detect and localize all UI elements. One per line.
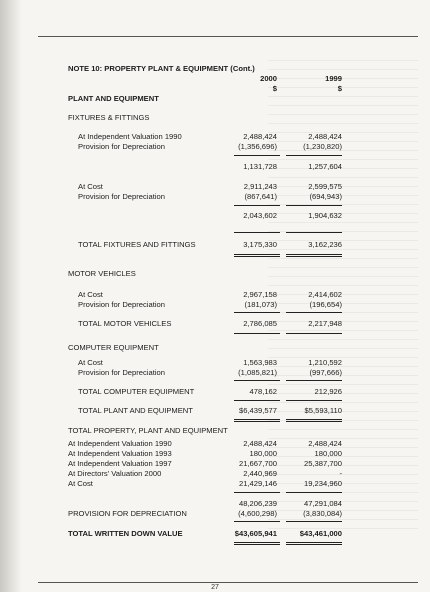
value-2000: 2,440,969	[243, 469, 277, 478]
total-rule	[234, 232, 280, 233]
subtotal-rule	[286, 492, 342, 493]
table-row	[0, 141, 430, 152]
value-2000: $43,605,941	[234, 529, 277, 538]
total-rule	[234, 333, 280, 334]
row-label: Provision for Depreciation	[78, 368, 165, 377]
plant-total-row	[0, 405, 430, 416]
total-row	[0, 386, 430, 397]
total-rule	[286, 380, 342, 381]
value-1999: 1,210,592	[308, 358, 342, 367]
value-1999: 2,414,602	[308, 290, 342, 299]
total-rule	[234, 312, 280, 313]
page-number: 27	[211, 584, 219, 591]
subtotal-rule	[286, 155, 342, 156]
row-label: Provision for Depreciation	[78, 192, 165, 201]
motor-heading: MOTOR VEHICLES	[68, 269, 136, 278]
value-1999: 1,904,632	[308, 211, 342, 220]
value-1999: -	[339, 469, 342, 478]
row-label: Provision for Depreciation	[78, 142, 165, 151]
total-rule	[234, 380, 280, 381]
double-rule	[286, 421, 342, 422]
ppe-heading-row	[0, 425, 430, 436]
top-rule	[38, 36, 418, 37]
value-1999: (997,666)	[309, 368, 342, 377]
double-rule	[234, 544, 280, 545]
fixtures-heading-row	[0, 112, 430, 123]
total-rule	[234, 400, 280, 401]
double-rule	[286, 256, 342, 257]
total-row	[0, 239, 430, 250]
section-title: PLANT AND EQUIPMENT	[68, 94, 159, 103]
total-rule	[286, 400, 342, 401]
currency-1999: $	[337, 84, 342, 93]
subtotal-row	[0, 161, 430, 172]
double-rule	[234, 419, 280, 420]
section-title-row	[0, 93, 430, 104]
subtotal-rule	[234, 205, 280, 206]
value-2000: 2,911,243	[243, 182, 277, 191]
value-2000: 2,488,424	[243, 439, 277, 448]
row-label: At Cost	[78, 290, 103, 299]
double-rule	[234, 421, 280, 422]
note-title: NOTE 10: PROPERTY PLANT & EQUIPMENT (Cont.)	[68, 64, 255, 73]
row-label: At Cost	[78, 358, 103, 367]
value-2000: 21,667,700	[238, 459, 277, 468]
total-rule	[286, 232, 342, 233]
bottom-rule	[38, 582, 418, 583]
depreciation-row	[0, 508, 430, 519]
value-1999: 2,217,948	[308, 319, 342, 328]
double-rule	[234, 254, 280, 255]
table-row	[0, 191, 430, 202]
currency-2000: $	[272, 84, 277, 93]
value-1999: (3,830,084)	[303, 509, 342, 518]
value-1999: $5,593,110	[304, 406, 342, 415]
double-rule	[234, 542, 280, 543]
total-rule	[286, 333, 342, 334]
value-1999: 1,257,604	[308, 162, 342, 171]
total-rule	[234, 521, 280, 522]
value-2000: 478,162	[249, 387, 277, 396]
value-2000: 1,563,983	[243, 358, 277, 367]
value-2000: 2,043,602	[243, 211, 277, 220]
motor-heading-row	[0, 268, 430, 279]
table-row	[0, 299, 430, 310]
value-1999: 180,000	[314, 449, 342, 458]
value-2000: 180,000	[249, 449, 277, 458]
value-1999: (1,230,820)	[303, 142, 342, 151]
double-rule	[286, 419, 342, 420]
row-label: TOTAL COMPUTER EQUIPMENT	[78, 387, 195, 396]
value-2000: $6,439,577	[238, 406, 277, 415]
total-rule	[286, 521, 342, 522]
written-down-row	[0, 528, 430, 539]
value-2000: 21,429,146	[238, 479, 277, 488]
value-2000: 2,488,424	[243, 132, 277, 141]
value-2000: (1,085,821)	[238, 368, 277, 377]
total-row	[0, 318, 430, 329]
computer-heading: COMPUTER EQUIPMENT	[68, 343, 159, 352]
value-1999: 2,488,424	[308, 132, 342, 141]
value-2000: 48,206,239	[238, 499, 277, 508]
subtotal-row	[0, 210, 430, 221]
computer-heading-row	[0, 342, 430, 353]
subtotal-rule	[286, 205, 342, 206]
value-2000: (1,356,696)	[238, 142, 277, 151]
value-1999: 2,599,575	[308, 182, 342, 191]
year-1999-header: 1999	[325, 74, 342, 83]
row-label: PROVISION FOR DEPRECIATION	[68, 509, 187, 518]
value-2000: 1,131,728	[243, 162, 277, 171]
row-label: TOTAL MOTOR VEHICLES	[78, 319, 172, 328]
row-label: TOTAL PLANT AND EQUIPMENT	[78, 406, 193, 415]
value-1999: 2,488,424	[308, 439, 342, 448]
row-label: At Cost	[78, 182, 103, 191]
value-1999: $43,461,000	[299, 529, 342, 538]
row-label: TOTAL FIXTURES AND FITTINGS	[78, 240, 196, 249]
double-rule	[286, 254, 342, 255]
row-label: At Cost	[68, 479, 93, 488]
value-1999: 3,162,236	[308, 240, 342, 249]
row-label: At Independent Valuation 1993	[68, 449, 172, 458]
value-1999: (196,654)	[309, 300, 342, 309]
value-2000: (181,073)	[244, 300, 277, 309]
year-2000-header: 2000	[260, 74, 277, 83]
row-label: At Directors' Valuation 2000	[68, 469, 162, 478]
ppe-heading: TOTAL PROPERTY, PLANT AND EQUIPMENT	[68, 426, 228, 435]
value-2000: 2,967,158	[243, 290, 277, 299]
double-rule	[286, 544, 342, 545]
value-1999: 47,291,084	[303, 499, 342, 508]
value-2000: 2,786,085	[243, 319, 277, 328]
value-2000: (867,641)	[244, 192, 277, 201]
row-label: At Independent Valuation 1997	[68, 459, 172, 468]
fixtures-heading: FIXTURES & FITTINGS	[68, 113, 150, 122]
subtotal-rule	[234, 155, 280, 156]
row-label: At Independent Valuation 1990	[68, 439, 172, 448]
subtotal-rule	[234, 492, 280, 493]
double-rule	[234, 256, 280, 257]
value-1999: 19,234,960	[303, 479, 342, 488]
table-row	[0, 478, 430, 489]
total-rule	[286, 312, 342, 313]
value-2000: (4,600,298)	[238, 509, 277, 518]
value-1999: (694,943)	[309, 192, 342, 201]
table-row	[0, 367, 430, 378]
value-1999: 25,387,700	[303, 459, 342, 468]
double-rule	[286, 542, 342, 543]
row-label: Provision for Depreciation	[78, 300, 165, 309]
row-label: TOTAL WRITTEN DOWN VALUE	[68, 529, 183, 538]
value-1999: 212,926	[314, 387, 342, 396]
value-2000: 3,175,330	[243, 240, 277, 249]
row-label: At Independent Valuation 1990	[78, 132, 182, 141]
